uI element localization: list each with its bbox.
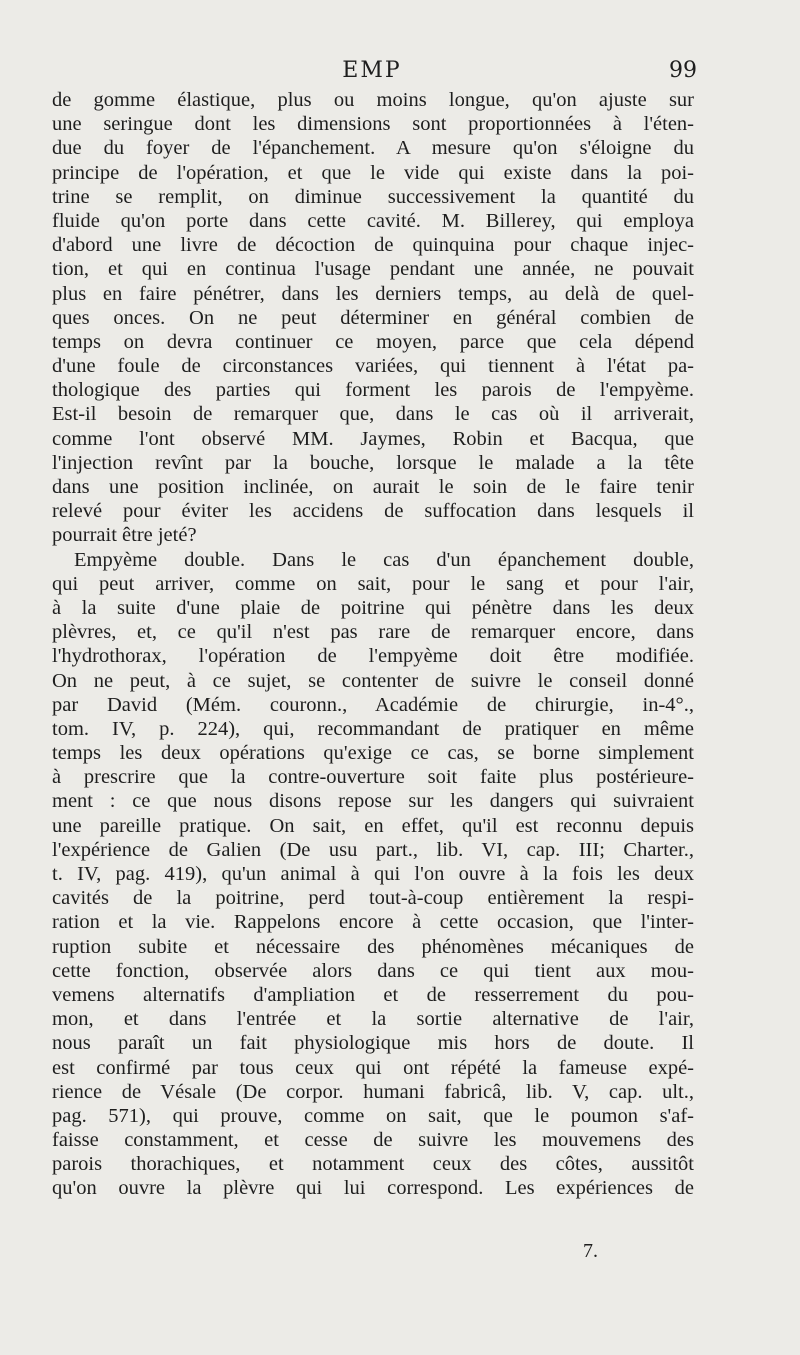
text-line: parois thorachiques, et notamment ceux des côtes, aussitôt — [52, 1153, 694, 1176]
text-line: ques onces. On ne peut déterminer en général combien de — [52, 306, 694, 329]
text-line: rience de Vésale (De corpor. humani fabricâ, lib. V, cap. ult., — [52, 1080, 694, 1103]
text-line: relevé pour éviter les accidens de suffocation dans lesquels il — [52, 500, 694, 523]
text-line: cette fonction, observée alors dans ce qui tient aux mou- — [52, 959, 694, 982]
text-line: ruption subite et nécessaire des phénomènes mécaniques de — [52, 935, 694, 958]
text-line: thologique des parties qui forment les parois de l'empyème. — [52, 379, 694, 402]
text-line: pourrait être jeté? — [52, 524, 197, 547]
text-line: de gomme élastique, plus ou moins longue, qu'on ajuste sur — [52, 89, 694, 111]
text-line: due du foyer de l'épanchement. A mesure qu'on s'éloigne du — [52, 137, 694, 160]
text-line: tion, et qui en continua l'usage pendant une année, ne pouvait — [52, 258, 694, 281]
text-line: nous paraît un fait physiologique mis hors de doute. Il — [52, 1032, 694, 1055]
text-line: l'expérience de Galien (De usu part., lib. VI, cap. III; Charter., — [52, 838, 694, 861]
text-line: Empyème double. Dans le cas d'un épanchement double, — [74, 548, 694, 571]
text-line: plèvres, et, ce qu'il n'est pas rare de remarquer encore, dans — [52, 621, 694, 644]
page-header — [52, 58, 697, 88]
text-line: fluide qu'on porte dans cette cavité. M. Billerey, qui employa — [52, 209, 694, 232]
text-line: On ne peut, à ce sujet, se contenter de suivre le conseil donné — [52, 669, 694, 692]
text-line: à prescrire que la contre-ouverture soit faite plus postérieure- — [52, 766, 694, 789]
running-title: EMP — [342, 58, 402, 83]
body-text — [52, 88, 694, 1201]
signature-mark: 7. — [583, 1240, 598, 1262]
text-line: comme l'ont observé MM. Jaymes, Robin et Bacqua, que — [52, 427, 694, 450]
text-line: dans une position inclinée, on aurait le soin de le faire tenir — [52, 476, 694, 498]
text-line: plus en faire pénétrer, dans les derniers temps, au delà de quel- — [52, 282, 694, 305]
text-line: cavités de la poitrine, perd tout-à-coup entièrement la respi- — [52, 887, 694, 910]
text-line: trine se remplit, on diminue successivement la quantité du — [52, 185, 694, 208]
text-line: temps on devra continuer ce moyen, parce que cela dépend — [52, 330, 694, 353]
text-line: temps les deux opérations qu'exige ce cas, se borne simplement — [52, 742, 694, 765]
text-line: à la suite d'une plaie de poitrine qui pénètre dans les deux — [52, 596, 694, 619]
text-line: faisse constamment, et cesse de suivre les mouvemens des — [52, 1129, 694, 1152]
text-line: pag. 571), qui prouve, comme on sait, que le poumon s'af- — [52, 1104, 694, 1127]
text-line: ment : ce que nous disons repose sur les dangers qui suivraient — [52, 790, 694, 813]
text-line: ration et la vie. Rappelons encore à cette occasion, que l'inter- — [52, 911, 694, 934]
text-line: qu'on ouvre la plèvre qui lui correspond. Les expériences de — [52, 1177, 694, 1200]
text-line: d'une foule de circonstances variées, qui tiennent à l'état pa- — [52, 355, 694, 378]
text-line: une pareille pratique. On sait, en effet, qu'il est reconnu depuis — [52, 814, 694, 837]
text-line: d'abord une livre de décoction de quinquina pour chaque injec- — [52, 234, 694, 257]
text-line: principe de l'opération, et que le vide qui existe dans la poi- — [52, 161, 694, 184]
text-line: mon, et dans l'entrée et la sortie alternative de l'air, — [52, 1008, 694, 1031]
text-line: par David (Mém. couronn., Académie de chirurgie, in-4°., — [52, 693, 694, 716]
text-line: une seringue dont les dimensions sont proportionnées à l'éten- — [52, 113, 694, 136]
text-line: tom. IV, p. 224), qui, recommandant de pratiquer en même — [52, 717, 694, 740]
text-line: l'hydrothorax, l'opération de l'empyème doit être modifiée. — [52, 645, 694, 668]
text-line: qui peut arriver, comme on sait, pour le sang et pour l'air, — [52, 572, 694, 595]
page-number: 99 — [669, 58, 697, 83]
text-line: est confirmé par tous ceux qui ont répété la fameuse expé- — [52, 1056, 694, 1079]
text-line: t. IV, pag. 419), qu'un animal à qui l'on ouvre à la fois les deux — [52, 863, 694, 885]
text-line: l'injection revînt par la bouche, lorsque le malade a la tête — [52, 451, 694, 474]
text-line: Est-il besoin de remarquer que, dans le cas où il arriverait, — [52, 403, 694, 426]
text-line: vemens alternatifs d'ampliation et de resserrement du pou- — [52, 983, 694, 1006]
